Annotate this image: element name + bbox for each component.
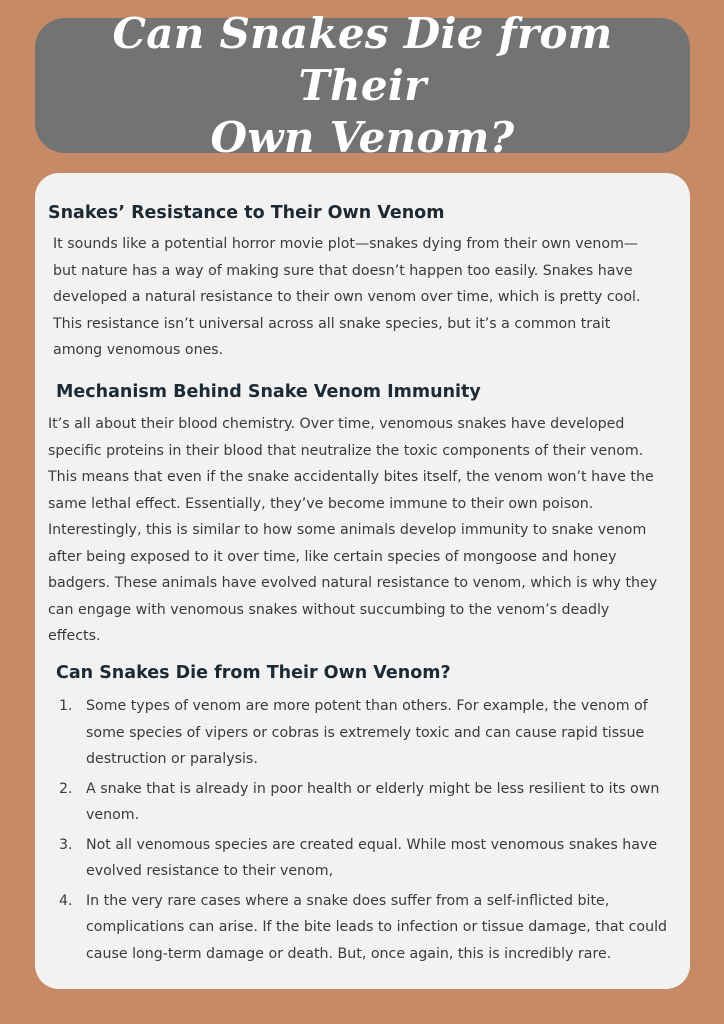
paragraph-line: This resistance isn’t universal across all snake species, but it’s a common trait (53, 315, 611, 332)
list-item (59, 776, 667, 829)
paragraph-line: developed a natural resistance to their own venom over time, which is pretty cool. (53, 289, 641, 305)
list-item-line: destruction or paralysis. (86, 751, 258, 767)
page-title (49, 8, 676, 164)
paragraph-line: among venomous ones. (53, 342, 224, 358)
title-banner (35, 8, 690, 162)
paragraph-line: can engage with venomous snakes without succumbing to the venom’s deadly (48, 601, 610, 618)
paragraph-line: It’s all about their blood chemistry. Over time, venomous snakes have developed (48, 416, 625, 432)
list-item-line: complications can arise. If the bite leads to infection or tissue damage, that could (86, 919, 668, 935)
list-item-line: Not all venomous species are created equal. While most venomous snakes have (86, 836, 658, 853)
list-item-line: venom. (86, 807, 140, 823)
paragraph-line: after being exposed to it over time, like certain species of mongoose and honey (48, 548, 617, 565)
list-item (59, 888, 667, 968)
list-item-number: 2. (59, 780, 73, 797)
paragraph-line: specific proteins in their blood that neutralize the toxic components of their venom. (48, 442, 644, 459)
section-heading-mechanism: Mechanism Behind Snake Venom Immunity (56, 382, 481, 402)
paragraph-line: same lethal effect. Essentially, they’ve become immune to their own poison. (48, 495, 594, 512)
list-item-line: A snake that is already in poor health or elderly might be less resilient to its own (86, 780, 660, 797)
list-item (59, 832, 667, 885)
list-item-line: evolved resistance to their venom, (86, 863, 334, 879)
paragraph-line: badgers. These animals have evolved natural resistance to venom, which is why they (48, 575, 658, 591)
content-card (35, 173, 690, 989)
list-item-line: cause long-term damage or death. But, once again, this is incredibly rare. (86, 945, 612, 962)
paragraph-line: but nature has a way of making sure that doesn’t happen too easily. Snakes have (53, 262, 633, 279)
list-item-line: some species of vipers or cobras is extremely toxic and can cause rapid tissue (86, 724, 645, 741)
paragraph-line: effects. (48, 628, 101, 644)
paragraph-line: This means that even if the snake accidentally bites itself, the venom won’t have the (48, 469, 654, 485)
page-title-line-2: Own Venom? (210, 112, 515, 162)
list-item-number: 3. (59, 836, 73, 853)
list-item-number: 4. (59, 892, 73, 909)
page-title-line-1: Can Snakes Die from Their (112, 8, 613, 110)
paragraph-line: It sounds like a potential horror movie plot—snakes dying from their own venom— (53, 236, 639, 252)
section-heading-resistance: Snakes’ Resistance to Their Own Venom (48, 203, 445, 223)
paragraph-line: Interestingly, this is similar to how some animals develop immunity to snake venom (48, 522, 647, 538)
list-item (59, 693, 667, 773)
list-item-line: Some types of venom are more potent than others. For example, the venom of (86, 698, 648, 714)
list-item-line: In the very rare cases where a snake does suffer from a self-inflicted bite, (86, 892, 610, 909)
reasons-list (59, 693, 667, 970)
list-item-number: 1. (59, 698, 73, 714)
paragraph-mechanism (48, 411, 657, 650)
section-heading-can-snakes-die: Can Snakes Die from Their Own Venom? (56, 663, 451, 683)
paragraph-resistance (53, 231, 640, 364)
